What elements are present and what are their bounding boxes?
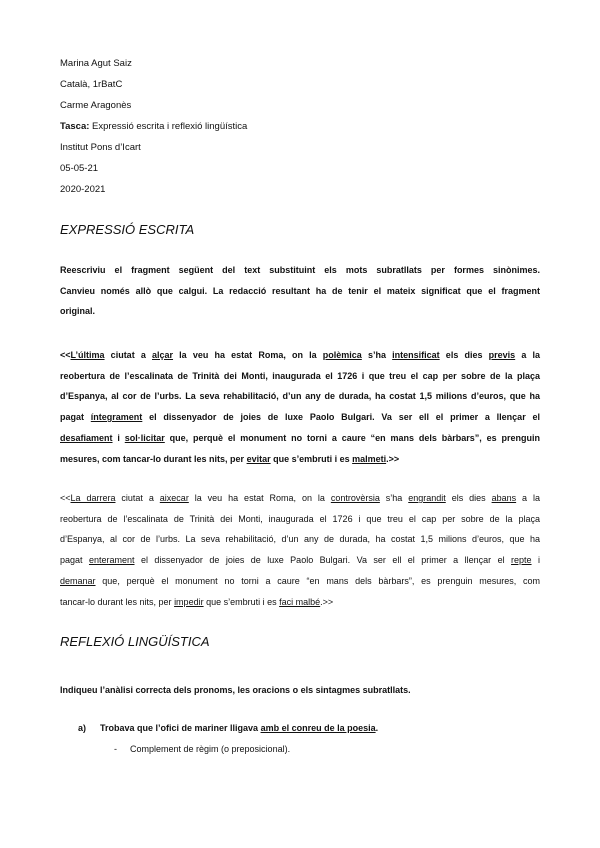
instruction-line: Reescriviu el fragment següent del text substituint els mots subratllats per formes sinònimes. — [60, 265, 540, 275]
underlined-word: La darrera — [70, 493, 116, 503]
underlined-word: desafiament — [60, 432, 113, 443]
text-line: pagat enterament el dissenyador de joies de luxe Paolo Bulgari. Va ser ell el primer a llençar el repte i — [60, 555, 540, 566]
task-line — [60, 121, 247, 133]
underlined-word: aixecar — [159, 493, 189, 503]
instruction-line: Canvieu només allò que calgui. La redacció resultant ha de tenir el mateix significat que el fragment — [60, 285, 540, 296]
underlined-word: evitar — [246, 453, 271, 464]
section-title-reflexio: REFLEXIÓ LINGÜÍSTICA — [60, 634, 210, 649]
text-line: tancar-lo durant les nits, per impedir que s’embruti i es faci malbé.>> — [60, 596, 334, 607]
question-letter: a) — [78, 723, 87, 733]
bullet-dash: - — [114, 744, 117, 754]
school-year: 2020-2021 — [60, 184, 106, 195]
underlined-word: demanar — [60, 575, 96, 586]
text-line: desafiament i sol·licitar que, perquè el monument no torni a caure “en mans dels bàrbars”, es prenguin — [60, 432, 540, 443]
text-line: d’Espanya, al cor de l’urbs. La seva rehabilitació, d’un any de durada, ha costat 1,5 milions d’euros, que ha — [60, 391, 540, 402]
instructions-paragraph — [60, 260, 540, 322]
underlined-word: previs — [488, 350, 516, 360]
underlined-word: faci malbé — [279, 596, 321, 607]
underlined-word: íntegrament — [90, 412, 143, 423]
underlined-word: repte — [511, 555, 532, 566]
text-line: reobertura de l’escalinata de Trinità dei Monti, inaugurada el 1726 i que treu el cap per sobre de la plaça — [60, 370, 540, 381]
section2-instructions: Indiqueu l’anàlisi correcta dels pronoms, les oracions o els sintagmes subratllats. — [60, 685, 411, 695]
instruction-line: original. — [60, 306, 96, 317]
text-line: <<La darrera ciutat a aixecar la veu ha estat Roma, on la controvèrsia s’ha engrandit els dies abans a la — [60, 493, 540, 503]
task-value: Expressió escrita i reflexió lingüística — [92, 121, 248, 132]
underlined-word: sol·licitar — [124, 432, 165, 443]
rewritten-text-paragraph — [60, 488, 540, 612]
underlined-word: abans — [491, 493, 517, 503]
underlined-word: L’última — [70, 350, 105, 360]
text-line: mesures, com tancar-lo durant les nits, per evitar que s’embruti i es malmeti.>> — [60, 453, 400, 464]
date: 05-05-21 — [60, 163, 99, 174]
text-line: demanar que, perquè el monument no torni a caure “en mans dels bàrbars”, es prenguin mesures, com — [60, 575, 540, 586]
school: Institut Pons d’Icart — [60, 142, 141, 153]
section-title-expressio: EXPRESSIÓ ESCRITA — [60, 222, 195, 237]
underlined-word: polèmica — [322, 350, 362, 360]
answer-a: - Complement de règim (o preposicional). — [114, 744, 291, 754]
underlined-word: enterament — [88, 555, 135, 566]
underlined-word: engrandit — [408, 493, 446, 503]
text-line: <<L’última ciutat a alçar la veu ha estat Roma, on la polèmica s’ha intensificat els dies previs a la — [60, 350, 540, 360]
question-a: a) Trobava que l’ofici de mariner lligava amb el conreu de la poesia. — [78, 723, 379, 733]
course: Català, 1rBatC — [60, 79, 123, 90]
task-label: Tasca: — [60, 121, 90, 132]
teacher: Carme Aragonès — [60, 100, 132, 111]
text-line: pagat íntegrament el dissenyador de joies de luxe Paolo Bulgari. Va ser ell el primer a llençar el — [60, 412, 540, 423]
underlined-phrase: amb el conreu de la poesia — [260, 723, 376, 733]
text-line: reobertura de l’escalinata de Trinità dei Monti, inaugurada el 1726 i que treu el cap per sobre de la plaça — [60, 513, 540, 524]
underlined-word: alçar — [152, 350, 174, 360]
underlined-word: controvèrsia — [330, 493, 380, 503]
author-name: Marina Agut Saiz — [60, 58, 132, 69]
underlined-word: malmeti — [352, 453, 387, 464]
text-line: d’Espanya, al cor de l’urbs. La seva rehabilitació, d’un any de durada, ha costat 1,5 milions d’euros, que ha — [60, 534, 540, 545]
underlined-word: impedir — [174, 596, 204, 607]
underlined-word: intensificat — [392, 350, 440, 360]
original-text-paragraph — [60, 345, 540, 469]
